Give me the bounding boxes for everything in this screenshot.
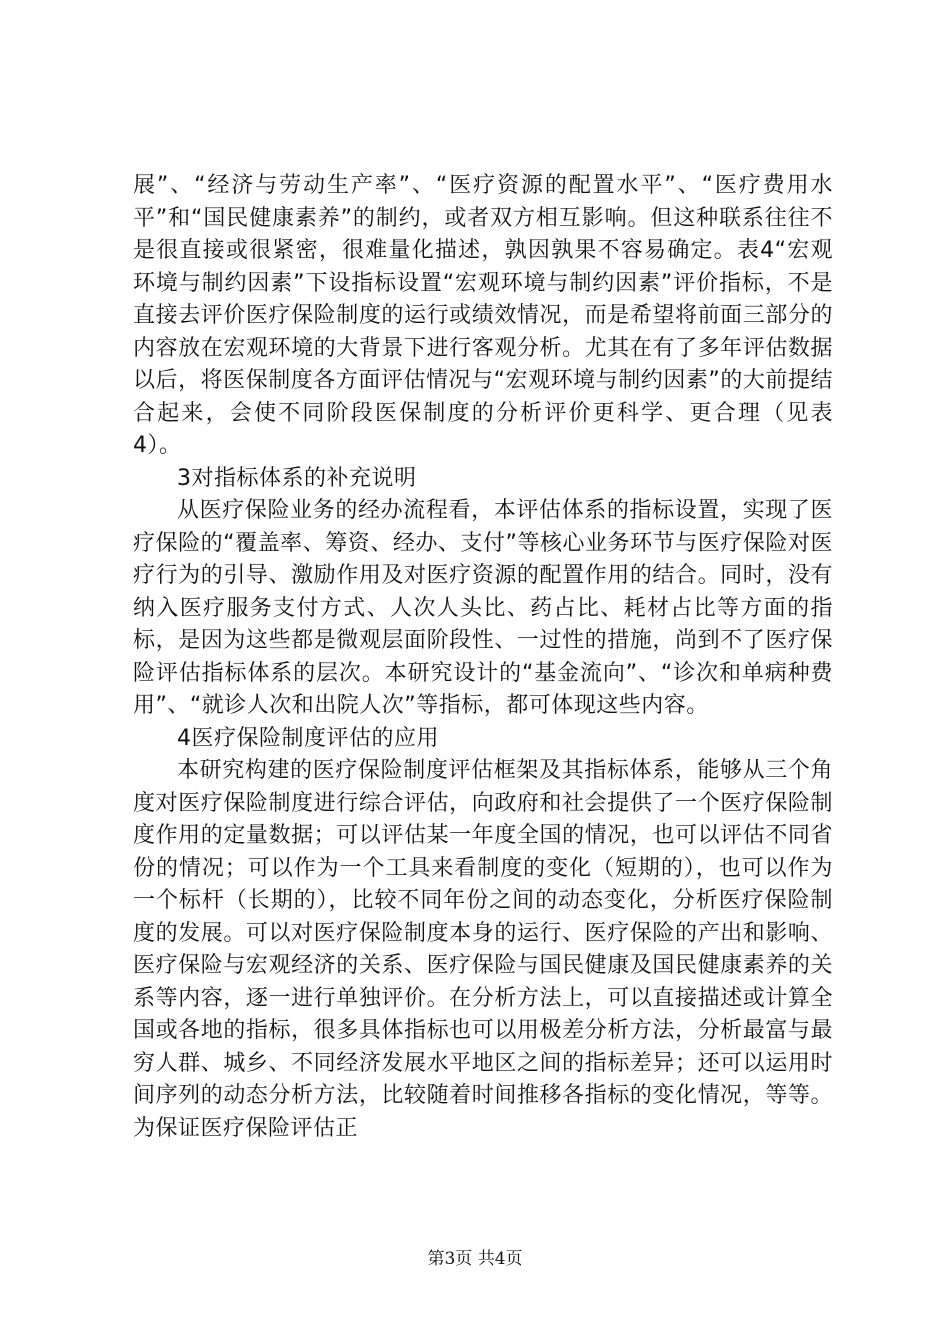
section-heading-4: 4医疗保险制度评估的应用 (177, 725, 439, 751)
paragraph-macro-environment: 展”、“经济与劳动生产率”、“医疗资源的配置水平”、“医疗费用水平”和“国民健康素养”的制约，或者双方相互影响。但这种联系往往不是很直接或很紧密，很难量化描述，孰因孰果不容易确定。表4“宏观环境与制约因素”下设指标设置“宏观环境与制约因素”评价指标，不是直接去评价医疗保险制度的运行或绩效情况，而是希望将前面三部分的内容放在宏观环境的大背景下进行客观分析。尤其在有了多年评估数据以后，将医保制度各方面评估情况与“宏观环境与制约因素”的大前提结合起来，会使不同阶段医保制度的分析评价更科学、更合理（见表4）。 (133, 173, 833, 458)
paragraph-application: 本研究构建的医疗保险制度评估框架及其指标体系，能够从三个角度对医疗保险制度进行综合评估，向政府和社会提供了一个医疗保险制度作用的定量数据；可以评估某一年度全国的情况，也可以评估不同省份的情况；可以作为一个工具来看制度的变化（短期的），也可以作为一个标杆（长期的），比较不同年份之间的动态变化，分析医疗保险制度的发展。可以对医疗保险制度本身的运行、医疗保险的产出和影响、医疗保险与宏观经济的关系、医疗保险与国民健康及国民健康素养的关系等内容，逐一进行单独评价。在分析方法上，可以直接描述或计算全国或各地的指标，很多具体指标也可以用极差分析方法，分析最富与最穷人群、城乡、不同经济发展水平地区之间的指标差异；还可以运用时间序列的动态分析方法，比较随着时间推移各指标的变化情况，等等。为保证医疗保险评估正 (133, 758, 833, 1141)
section-heading-3: 3对指标体系的补充说明 (177, 465, 417, 491)
body-text (133, 170, 833, 1145)
page-number-footer: 第3页 共4页 (427, 1249, 523, 1269)
paragraph-supplement: 从医疗保险业务的经办流程看，本评估体系的指标设置，实现了医疗保险的“覆盖率、筹资、经办、支付”等核心业务环节与医疗保险对医疗行为的引导、激励作用及对医疗资源的配置作用的结合。同时，没有纳入医疗服务支付方式、人次人头比、药占比、耗材占比等方面的指标，是因为这些都是微观层面阶段性、一过性的措施，尚到不了医疗保险评估指标体系的层次。本研究设计的“基金流向”、“诊次和单病种费用”、“就诊人次和出院人次”等指标，都可体现这些内容。 (133, 498, 833, 718)
